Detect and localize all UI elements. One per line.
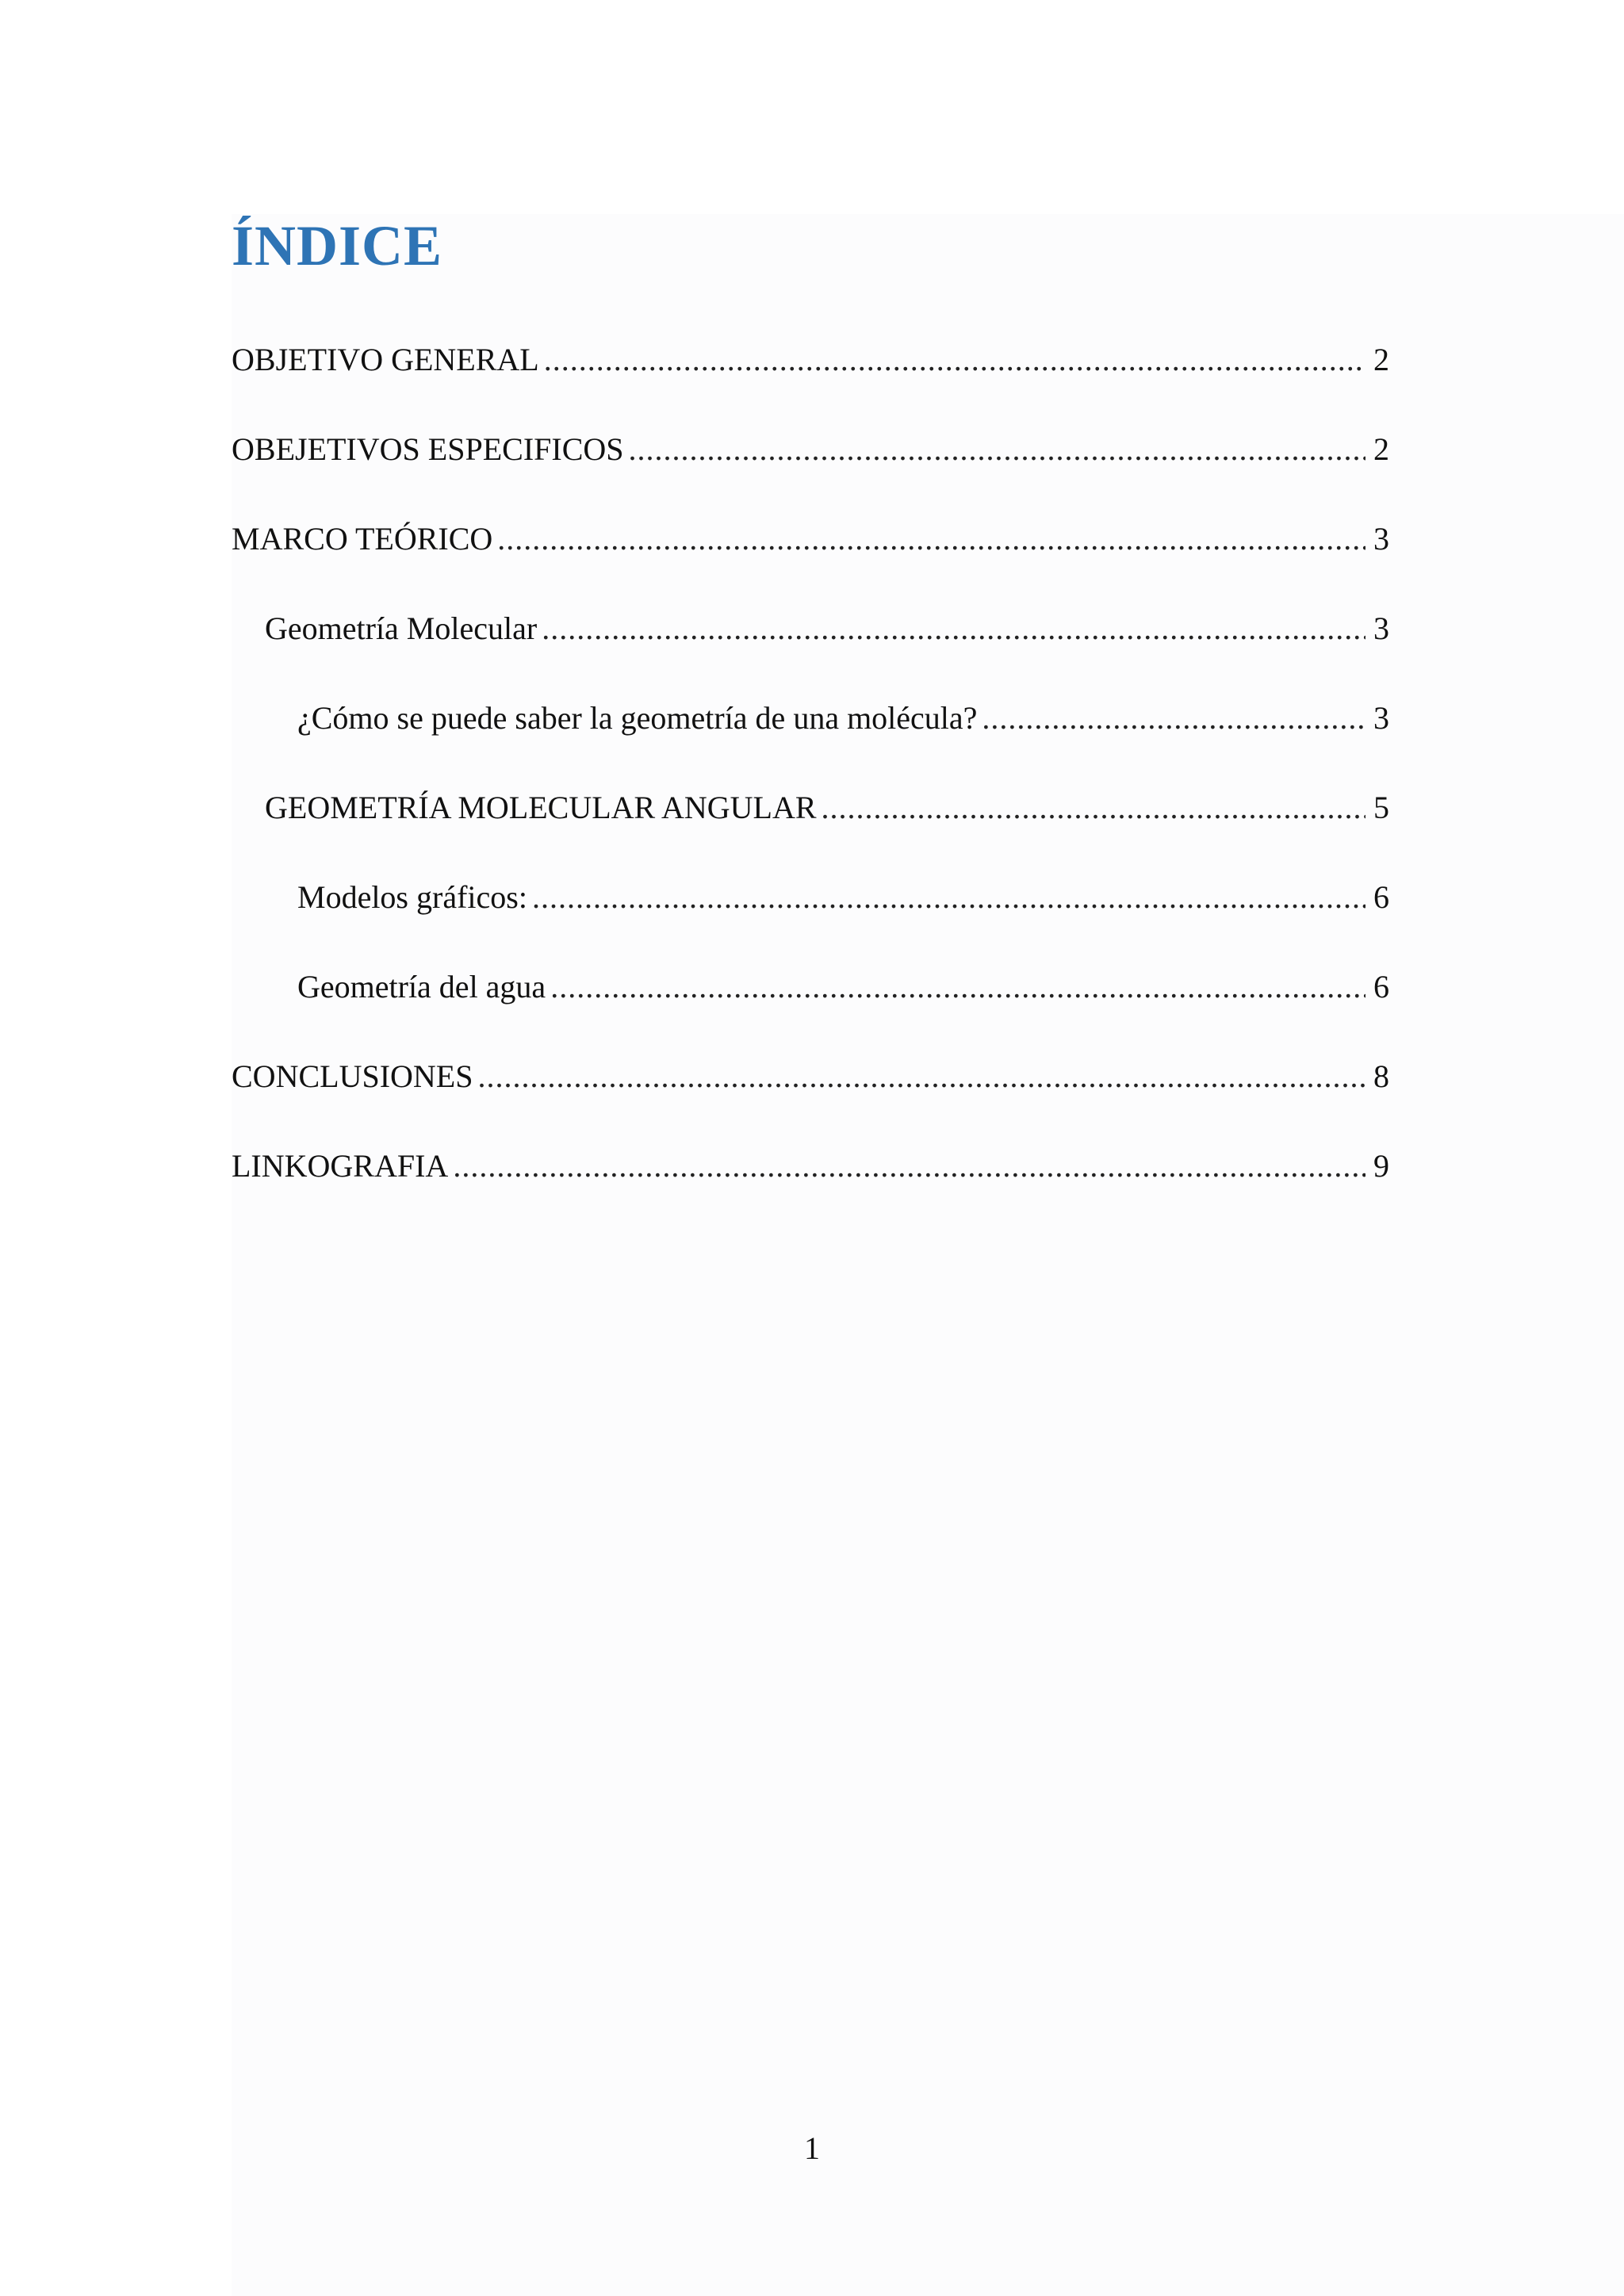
toc-entry-label: OBJETIVO GENERAL bbox=[232, 342, 539, 377]
toc-entry-page: 8 bbox=[1373, 1058, 1389, 1094]
toc-entry-label: LINKOGRAFIA bbox=[232, 1148, 449, 1184]
toc-dot-leader bbox=[629, 426, 1365, 473]
page-number: 1 bbox=[804, 2130, 820, 2166]
toc-entry-page: 3 bbox=[1373, 700, 1389, 736]
toc-entry[interactable] bbox=[232, 874, 1389, 963]
toc-dot-leader bbox=[550, 963, 1365, 1011]
toc-entry-label: ¿Cómo se puede saber la geometría de una molécula? bbox=[297, 700, 978, 736]
toc-entry[interactable] bbox=[232, 605, 1389, 695]
toc-dot-leader bbox=[497, 515, 1365, 563]
toc-dot-leader bbox=[453, 1142, 1365, 1190]
toc-entry-label: OBEJETIVOS ESPECIFICOS bbox=[232, 431, 624, 467]
toc-entry-page: 3 bbox=[1373, 610, 1389, 646]
toc-entry[interactable] bbox=[232, 426, 1389, 515]
toc-entry[interactable] bbox=[232, 1142, 1389, 1232]
toc-entry-page: 3 bbox=[1373, 521, 1389, 557]
toc-dot-leader bbox=[477, 1053, 1365, 1100]
toc-dot-leader bbox=[532, 874, 1365, 921]
toc-dot-leader bbox=[542, 605, 1365, 652]
toc-entry-page: 6 bbox=[1373, 969, 1389, 1004]
toc-entry-page: 9 bbox=[1373, 1148, 1389, 1184]
toc-entry[interactable] bbox=[232, 336, 1389, 426]
toc-entry[interactable] bbox=[232, 1053, 1389, 1142]
toc-entry-page: 2 bbox=[1373, 342, 1389, 377]
toc-entry[interactable] bbox=[232, 963, 1389, 1053]
toc-entry-label: MARCO TEÓRICO bbox=[232, 521, 493, 557]
toc-entry-label: Geometría del agua bbox=[297, 969, 546, 1004]
toc-dot-leader bbox=[822, 784, 1365, 832]
toc-entry-label: CONCLUSIONES bbox=[232, 1058, 473, 1094]
toc-entry[interactable] bbox=[232, 784, 1389, 874]
toc-entry-label: Geometría Molecular bbox=[265, 610, 538, 646]
toc-entry[interactable] bbox=[232, 695, 1389, 784]
page-title: ÍNDICE bbox=[232, 214, 443, 277]
toc-entry[interactable] bbox=[232, 515, 1389, 605]
toc-entry-page: 5 bbox=[1373, 790, 1389, 825]
table-of-contents bbox=[232, 336, 1389, 1232]
toc-dot-leader bbox=[544, 336, 1365, 384]
toc-entry-label: GEOMETRÍA MOLECULAR ANGULAR bbox=[265, 790, 817, 825]
toc-entry-page: 2 bbox=[1373, 431, 1389, 467]
toc-entry-page: 6 bbox=[1373, 879, 1389, 915]
toc-dot-leader bbox=[982, 695, 1365, 742]
toc-entry-label: Modelos gráficos: bbox=[297, 879, 527, 915]
